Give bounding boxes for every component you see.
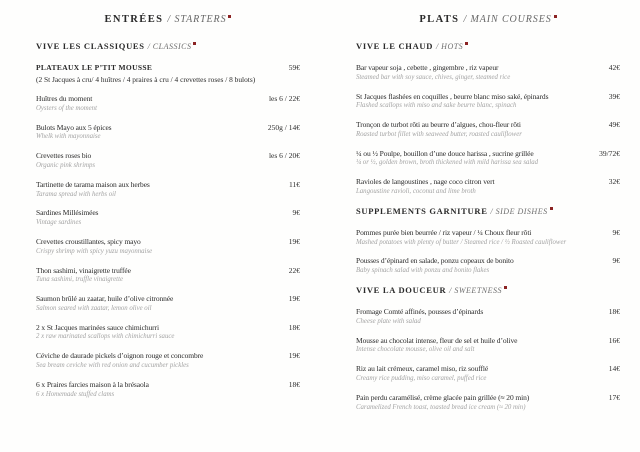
item-row: [36, 63, 300, 73]
menu-item: [356, 336, 620, 356]
menu-item: [36, 63, 300, 85]
item-description: 6 x Homemade stuffed clams: [36, 390, 115, 398]
item-price: 59€: [288, 63, 300, 72]
menu-item: [36, 180, 300, 200]
title-marker-icon: [228, 15, 231, 18]
title-marker-icon: [554, 15, 557, 18]
item-description: Creamy rice pudding, miso caramel, puffed rice: [356, 374, 487, 382]
menu-item: [36, 323, 300, 343]
menu-section: [356, 206, 620, 276]
menu-item: [356, 149, 620, 169]
item-price: 250g / 14€: [267, 122, 300, 132]
item-price: 42€: [608, 63, 620, 72]
item-price: 22€: [288, 265, 300, 275]
item-name: Fromage Comté affinés, pousses d’épinards: [356, 307, 484, 317]
item-price: 9€: [612, 227, 620, 237]
menu-item: [356, 63, 620, 83]
item-description: Whelk with mayonnaise: [36, 133, 101, 141]
item-name: Céviche de daurade pickels d’oignon rouge et concombre: [36, 351, 204, 361]
item-name: Huîtres du moment: [36, 94, 93, 104]
item-name: Pain perdu caramélisé, crème glacée pain grillée (≈ 20 min): [356, 392, 530, 402]
item-name: 6 x Praires farcies maison à la brésaola: [36, 379, 149, 389]
item-description: Salmon seared with zaatar, lemon olive oil: [36, 304, 152, 312]
menu-item: [356, 120, 620, 140]
menu-item: [356, 92, 620, 112]
menu-item: [356, 256, 620, 276]
menu-item: [36, 351, 300, 371]
item-row: [36, 94, 300, 104]
section-heading-subtitle: / SIDE DISHES: [490, 206, 548, 216]
item-row: [36, 123, 300, 133]
item-description: Mashed potatoes with plenty of butter / Steamed rice / ½ Roasted cauliflower: [356, 238, 567, 246]
item-description: Tarama spread with herbs oil: [36, 190, 116, 198]
starters-column: [36, 14, 300, 452]
item-price: 39€: [608, 91, 620, 101]
menu-section: [36, 41, 300, 399]
item-price: 19€: [288, 237, 300, 246]
section-heading-subtitle: / HOTS: [435, 42, 464, 51]
item-price: les 6 / 20€: [268, 151, 300, 161]
item-name: Pommes purée bien beurrée / riz vapeur / ¼ Choux fleur rôti: [356, 227, 532, 237]
section-heading-subtitle: / CLASSICS: [147, 42, 192, 51]
item-name: Bulots Mayo aux 5 épices: [36, 122, 112, 132]
section-marker-icon: [550, 207, 553, 210]
item-name: ¼ ou ½ Poulpe, bouillon d’une douce harissa , sucrine grillée: [356, 148, 534, 158]
section-heading: [36, 41, 300, 51]
starters-sections: [36, 41, 300, 399]
item-description: Flashed scallops with miso and sake beurre blanc, spinach: [356, 102, 517, 110]
section-heading-text: SUPPLEMENTS GARNITURE: [356, 205, 491, 216]
menu-item: [356, 393, 620, 413]
item-row: [36, 151, 300, 161]
item-description: Vintage sardines: [36, 219, 82, 227]
item-name: Riz au lait crémeux, caramel miso, riz soufflé: [356, 364, 489, 374]
item-description: Organic pink shrimps: [36, 162, 96, 170]
menu-item: [36, 123, 300, 143]
item-row: [356, 307, 620, 317]
mains-column: [356, 14, 620, 452]
item-name: Pousses d’épinard en salade, ponzu copeaux de bonito: [356, 256, 514, 266]
section-heading-subtitle: / SWEETNESS: [449, 286, 502, 296]
item-row: [356, 92, 620, 102]
item-description: 2 x raw marinated scallops with chimichurri sauce: [36, 333, 175, 341]
item-name: Saumon brûlé au zaatar, huile d’olive citronnée: [36, 294, 174, 304]
item-description: Caramelized French toast, toasted bread ice cream (≈ 20 min): [356, 403, 526, 411]
item-row: [36, 351, 300, 361]
section-heading: [356, 206, 620, 216]
column-title-subtitle: / MAIN COURSES: [463, 14, 552, 25]
item-row: [36, 180, 300, 190]
item-row: [36, 294, 300, 304]
section-heading-text: VIVE LE CHAUD: [356, 41, 436, 51]
item-row: [36, 323, 300, 333]
menu-item: [36, 94, 300, 114]
menu-item: [36, 380, 300, 400]
item-row: [36, 380, 300, 390]
menu-item: [356, 364, 620, 384]
menu-item: [356, 177, 620, 197]
item-name: Mousse au chocolat intense, fleur de sel et huile d’olive: [356, 335, 518, 345]
menu-item: [36, 266, 300, 286]
section-heading: [356, 41, 620, 51]
item-price: 19€: [288, 351, 300, 361]
menu-item: [36, 151, 300, 171]
item-price: 18€: [288, 379, 300, 389]
item-row: [356, 177, 620, 187]
menu-item: [36, 237, 300, 257]
item-row: [356, 149, 620, 159]
item-name: Tronçon de turbot rôti au beurre d’algues, chou-fleur rôti: [356, 120, 521, 130]
section-marker-icon: [465, 42, 468, 45]
item-row: [356, 256, 620, 266]
menu-section: [356, 41, 620, 197]
item-description: Roasted turbot fillet with seaweed butter, roasted cauliflower: [356, 130, 522, 138]
item-price: les 6 / 22€: [268, 94, 300, 104]
item-row: [356, 336, 620, 346]
item-price: 19€: [288, 294, 300, 304]
item-price: 18€: [288, 322, 300, 332]
mains-sections: [356, 41, 620, 412]
item-description: ¼ or ½, golden brown, broth thickened with mild harissa sea salad: [356, 159, 539, 167]
item-price: 11€: [289, 179, 300, 189]
item-price: 49€: [608, 120, 620, 130]
menu-item: [356, 307, 620, 327]
menu-item: [36, 294, 300, 314]
item-price: 9€: [612, 256, 620, 266]
item-description: Langoustine ravioli, coconut and lime broth: [356, 188, 476, 196]
item-price: 32€: [608, 177, 620, 187]
item-price: 18€: [608, 307, 620, 317]
item-description: Baby spinach salad with ponzu and bonito flakes: [356, 267, 490, 275]
item-row: [356, 63, 620, 73]
item-name: PLATEAUX LE P’TIT MOUSSE: [36, 63, 153, 72]
section-marker-icon: [504, 286, 507, 289]
item-description: Intense chocolate mousse, olive oil and salt: [356, 346, 475, 354]
item-name: Sardines Millésimées: [36, 208, 99, 218]
item-description: Cheese plate with salad: [356, 317, 421, 325]
item-price: 17€: [608, 392, 620, 402]
column-title-subtitle: / STARTERS: [167, 14, 227, 25]
item-description: Oysters of the moment: [36, 104, 97, 112]
item-description: Steamed bar with soy sauce, chives, ginger, steamed rice: [356, 73, 511, 81]
item-row: [36, 208, 300, 218]
item-price: 9€: [292, 208, 300, 218]
menu-section: [356, 285, 620, 412]
item-row: [356, 120, 620, 130]
section-heading-text: VIVE LA DOUCEUR: [356, 285, 450, 296]
item-price: 14€: [608, 364, 620, 374]
item-row: [356, 228, 620, 238]
menu-item: [36, 208, 300, 228]
column-title-text: ENTRÉES: [104, 14, 164, 25]
section-heading-text: VIVE LES CLASSIQUES: [36, 41, 148, 51]
menu-item: [356, 228, 620, 248]
mains-column-title: [356, 14, 620, 25]
item-price: 39/72€: [599, 148, 620, 158]
starters-column-title: [36, 14, 300, 25]
item-name: Thon sashimi, vinaigrette truffée: [36, 265, 131, 275]
item-note: (2 St Jacques à cru/ 4 huîtres / 4 praires à cru / 4 crevettes roses / 8 bulots): [36, 74, 256, 84]
item-row: [356, 393, 620, 403]
item-row: [356, 364, 620, 374]
item-name: St Jacques flashées en coquilles , beurre blanc miso saké, épinards: [356, 91, 549, 101]
item-name: Tartinette de tarama maison aux herbes: [36, 179, 150, 189]
section-heading: [356, 285, 620, 295]
item-name: Bar vapeur soja , cebette , gingembre , riz vapeur: [356, 63, 499, 72]
item-description: Tuna sashimi, truffle vinaigrette: [36, 276, 123, 284]
item-row: [36, 237, 300, 247]
item-name: Crevettes roses bio: [36, 151, 92, 161]
item-name: Crevettes croustillantes, spicy mayo: [36, 237, 141, 246]
item-price: 16€: [608, 335, 620, 345]
item-description: Sea bream ceviche with red onion and cucumber pickles: [36, 362, 189, 370]
item-row: [36, 266, 300, 276]
item-name: Ravioles de langoustines , nage coco citron vert: [356, 177, 495, 187]
item-description: Crispy shrimp with spicy yuzu mayonnaise: [36, 247, 153, 255]
column-title-text: PLATS: [419, 14, 460, 25]
item-name: 2 x St Jacques marinées sauce chimichurri: [36, 322, 159, 332]
section-marker-icon: [193, 42, 196, 45]
